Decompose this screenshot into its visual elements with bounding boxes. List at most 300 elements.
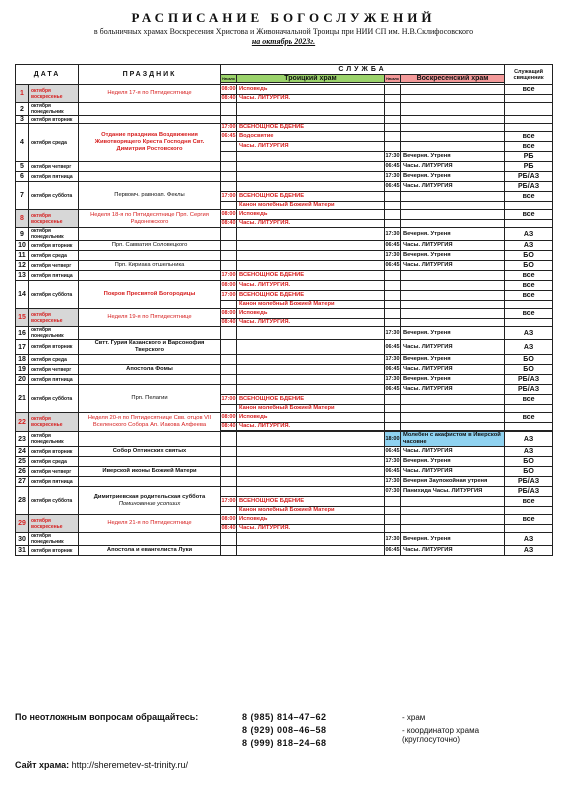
clergy-cell: АЗ [505, 241, 553, 251]
resurrection-time [385, 525, 401, 533]
trinity-time [221, 365, 237, 375]
clergy-cell: все [505, 413, 553, 423]
feast-cell [79, 515, 221, 533]
day-number: 22 [16, 413, 29, 432]
resurrection-service: Часы. ЛИТУРГИЯ [401, 261, 505, 271]
trinity-time: 17:00 [221, 192, 237, 202]
trinity-service: ВСЕНОЩНОЕ БДЕНИЕ [237, 395, 385, 405]
resurrection-time: 17:30 [385, 152, 401, 162]
resurrection-service: Панихида Часы. ЛИТУРГИЯ [401, 487, 505, 497]
clergy-cell [505, 95, 553, 103]
day-name: октября пятница [29, 271, 79, 281]
resurrection-service [401, 124, 505, 132]
feast-name: Отдание праздника Воздвижения Животворящего Креста Господня Свт. Димитрия Ростовского [94, 132, 205, 152]
resurrection-service [401, 413, 505, 423]
clergy-cell: БО [505, 365, 553, 375]
schedule-row [16, 241, 553, 251]
trinity-service: Исповедь [237, 515, 385, 525]
resurrection-service: Вечерня. Утреня [401, 251, 505, 261]
day-number: 26 [16, 467, 29, 477]
resurrection-service: Вечерня. Утреня [401, 152, 505, 162]
phone-2[interactable]: 8 (929) 008–46–58 [242, 725, 327, 735]
feast-cell [79, 116, 221, 124]
feast-cell [79, 432, 221, 447]
clergy-cell: БО [505, 355, 553, 365]
trinity-time [221, 477, 237, 487]
resurrection-service: Часы. ЛИТУРГИЯ [401, 447, 505, 457]
resurrection-time: 06:45 [385, 261, 401, 271]
trinity-time [221, 182, 237, 192]
trinity-service: ВСЕНОЩНОЕ БДЕНИЕ [237, 124, 385, 132]
trinity-time: 08:40 [221, 220, 236, 226]
feast-cell [79, 271, 221, 281]
feast-cell [79, 327, 221, 340]
resurrection-time: 06:45 [385, 241, 401, 251]
day-number: 10 [16, 241, 29, 251]
trinity-service: Часы. ЛИТУРГИЯ. [237, 95, 385, 103]
resurrection-time [385, 497, 401, 507]
phone-1[interactable]: 8 (985) 814–47–62 [242, 712, 327, 722]
schedule-row [16, 172, 553, 182]
day-number: 11 [16, 251, 29, 261]
resurrection-service [401, 309, 505, 319]
day-name: октября пятница [29, 375, 79, 385]
contact-question: По неотложным вопросам обращайтесь: [15, 712, 199, 722]
resurrection-service [401, 525, 505, 533]
clergy-cell: все [505, 132, 553, 142]
clergy-cell: БО [505, 261, 553, 271]
day-number: 14 [16, 281, 29, 309]
resurrection-service: Часы. ЛИТУРГИЯ [401, 546, 505, 556]
clergy-cell [505, 301, 553, 309]
feast-cell [79, 241, 221, 251]
day-number: 24 [16, 447, 29, 457]
trinity-service: Часы. ЛИТУРГИЯ. [237, 525, 385, 533]
schedule-row [16, 432, 553, 447]
trinity-service: Канон молебный Божией Матери [237, 405, 385, 413]
day-number: 19 [16, 365, 29, 375]
day-number: 23 [16, 432, 29, 447]
resurrection-time: 06:45 [385, 365, 401, 375]
day-name: октября понедельник [29, 103, 79, 116]
trinity-time: 17:00 [221, 395, 237, 405]
day-name: октября суббота [29, 182, 79, 210]
trinity-time: 08:00 [221, 413, 237, 423]
resurrection-service [401, 291, 505, 301]
resurrection-time [385, 413, 401, 423]
resurrection-service: Часы. ЛИТУРГИЯ [401, 162, 505, 172]
clergy-cell: РБ [505, 162, 553, 172]
schedule-row [16, 271, 553, 281]
trinity-service [237, 447, 385, 457]
day-name: октября вторник [29, 340, 79, 355]
trinity-time [221, 467, 237, 477]
feast-name: Прп. Пелагии [131, 395, 168, 401]
feast-cell [79, 546, 221, 556]
schedule-row [16, 546, 553, 556]
trinity-time: 08:40 [221, 423, 236, 429]
feast-cell [79, 172, 221, 182]
resurrection-time [385, 515, 401, 525]
day-number: 17 [16, 340, 29, 355]
feast-cell [79, 309, 221, 327]
clergy-cell [505, 220, 553, 228]
day-number: 25 [16, 457, 29, 467]
trinity-service [237, 365, 385, 375]
schedule-row [16, 85, 553, 95]
clergy-cell: АЗ [505, 447, 553, 457]
clergy-cell [505, 116, 553, 124]
day-number: 3 [16, 116, 29, 124]
resurrection-time [385, 124, 401, 132]
day-number: 30 [16, 533, 29, 546]
trinity-service [237, 487, 385, 497]
trinity-service: ВСЕНОЩНОЕ БДЕНИЕ [237, 271, 385, 281]
resurrection-service: Часы. ЛИТУРГИЯ [401, 182, 505, 192]
trinity-service [237, 375, 385, 385]
trinity-service: Канон молебный Божией Матери [237, 301, 385, 309]
trinity-time [221, 385, 237, 395]
clergy-cell: АЗ [505, 327, 553, 340]
trinity-time [221, 152, 237, 162]
resurrection-time [385, 103, 401, 116]
resurrection-time [385, 301, 401, 309]
day-name: октября вторник [29, 447, 79, 457]
feast-cell [79, 228, 221, 241]
resurrection-service: Часы. ЛИТУРГИЯ [401, 365, 505, 375]
day-name: октября воскресенье [29, 210, 79, 228]
resurrection-service [401, 192, 505, 202]
day-number: 2 [16, 103, 29, 116]
resurrection-time [385, 309, 401, 319]
day-number: 8 [16, 210, 29, 228]
day-number: 29 [16, 515, 29, 533]
day-name: октября пятница [29, 477, 79, 487]
resurrection-service: Вечерня. Утреня [401, 355, 505, 365]
trinity-time: 17:00 [221, 497, 237, 507]
column-header-feast: ПРАЗДНИК [79, 65, 221, 85]
phone-3[interactable]: 8 (999) 818–24–68 [242, 738, 327, 748]
trinity-service [237, 340, 385, 355]
clergy-cell: РБ/АЗ [505, 182, 553, 192]
feast-name: Собор Оптинских святых [112, 448, 187, 454]
resurrection-time: 17:30 [385, 228, 401, 241]
resurrection-service: Вечерня. Утреня [401, 457, 505, 467]
feast-cell [79, 533, 221, 546]
trinity-time [221, 457, 237, 467]
schedule-row [16, 467, 553, 477]
resurrection-service: Вечерня Заупокойная утреня [401, 477, 505, 487]
schedule-row [16, 309, 553, 319]
resurrection-time: 07:30 [385, 487, 401, 497]
trinity-time [221, 432, 237, 447]
resurrection-time: 06:45 [385, 385, 401, 395]
resurrection-service: Вечерня. Утреня [401, 327, 505, 340]
trinity-service [237, 241, 385, 251]
clergy-cell [505, 507, 553, 515]
clergy-cell [505, 405, 553, 413]
day-name: октября суббота [29, 487, 79, 515]
trinity-time: 17:00 [221, 124, 236, 130]
schedule-body [16, 85, 553, 556]
site-link[interactable]: http://sheremetev-st-trinity.ru/ [71, 760, 188, 770]
trinity-service [237, 467, 385, 477]
feast-cell [79, 124, 221, 162]
resurrection-service [401, 507, 505, 515]
feast-cell [79, 281, 221, 309]
resurrection-time [385, 210, 401, 220]
resurrection-time [385, 281, 401, 291]
clergy-cell: АЗ [505, 546, 553, 556]
clergy-cell: все [505, 497, 553, 507]
trinity-time [221, 546, 237, 556]
resurrection-service [401, 116, 505, 124]
day-name: октября пятница [29, 172, 79, 182]
feast-cell [79, 210, 221, 228]
trinity-time: 06:45 [221, 132, 237, 142]
clergy-cell: РБ/АЗ [505, 172, 553, 182]
trinity-time [221, 228, 237, 241]
trinity-time: 08:40 [221, 525, 236, 531]
resurrection-service [401, 95, 505, 103]
clergy-cell: РБ/АЗ [505, 385, 553, 395]
clergy-cell: все [505, 85, 553, 95]
feast-cell [79, 340, 221, 355]
feast-cell [79, 162, 221, 172]
trinity-time [221, 241, 237, 251]
trinity-time: 08:00 [221, 210, 237, 220]
clergy-cell: АЗ [505, 228, 553, 241]
feast-name: Покров Пресвятой Богородицы [103, 291, 196, 297]
feast-cell [79, 457, 221, 467]
day-name: октября воскресенье [29, 515, 79, 533]
schedule-row [16, 182, 553, 192]
resurrection-service [401, 423, 505, 431]
trinity-service [237, 182, 385, 192]
schedule-row [16, 355, 553, 365]
clergy-cell: все [505, 210, 553, 220]
schedule-row [16, 162, 553, 172]
trinity-service: Водосвятие [237, 132, 385, 142]
page-title: РАСПИСАНИЕ БОГОСЛУЖЕНИЙ [131, 10, 436, 25]
day-number: 7 [16, 182, 29, 210]
resurrection-time [385, 202, 401, 210]
feast-cell [79, 467, 221, 477]
day-name: октября среда [29, 355, 79, 365]
day-number: 9 [16, 228, 29, 241]
resurrection-time [385, 132, 401, 142]
resurrection-time [385, 95, 401, 103]
resurrection-time [385, 116, 401, 124]
trinity-service: Исповедь [237, 413, 385, 423]
schedule-row [16, 533, 553, 546]
trinity-service [237, 327, 385, 340]
feast-name: Апостола и евангелиста Луки [106, 547, 193, 553]
resurrection-service [401, 319, 505, 327]
feast-cell [79, 261, 221, 271]
day-name: октября четверг [29, 467, 79, 477]
clergy-cell: все [505, 515, 553, 525]
day-name: октября четверг [29, 162, 79, 172]
feast-cell [79, 487, 221, 515]
resurrection-time: 06:45 [385, 447, 401, 457]
trinity-service: ВСЕНОЩНОЕ БДЕНИЕ [237, 291, 385, 301]
resurrection-time [385, 507, 401, 515]
note-coordinator: - координатор храма (круглосуточно) [402, 726, 480, 744]
trinity-time [221, 142, 237, 152]
trinity-time [221, 103, 237, 116]
resurrection-time: 17:30 [385, 533, 401, 546]
trinity-time [221, 405, 237, 413]
day-number: 27 [16, 477, 29, 487]
day-number: 1 [16, 85, 29, 103]
trinity-time: 08:00 [221, 281, 237, 291]
resurrection-service [401, 103, 505, 116]
trinity-service: ВСЕНОЩНОЕ БДЕНИЕ [237, 192, 385, 202]
clergy-cell: АЗ [505, 533, 553, 546]
trinity-time: 08:00 [221, 515, 237, 525]
schedule-row [16, 365, 553, 375]
resurrection-service [401, 281, 505, 291]
trinity-time [221, 375, 237, 385]
schedule-row [16, 385, 553, 395]
schedule-row [16, 447, 553, 457]
trinity-time: 17:00 [221, 271, 237, 281]
resurrection-time [385, 192, 401, 202]
feast-cell [79, 103, 221, 116]
trinity-service: Канон молебный Божией Матери [237, 202, 385, 210]
clergy-cell: все [505, 291, 553, 301]
feast-cell [79, 477, 221, 487]
clergy-cell: АЗ [505, 432, 553, 447]
trinity-time: 08:40 [221, 95, 236, 101]
trinity-service [237, 355, 385, 365]
clergy-cell [505, 202, 553, 210]
trinity-service: Исповедь [237, 210, 385, 220]
day-name: октября среда [29, 124, 79, 162]
note-temple: - храм [402, 713, 426, 722]
clergy-cell: БО [505, 457, 553, 467]
trinity-time [221, 116, 237, 124]
schedule-table [15, 64, 553, 556]
day-number: 15 [16, 309, 29, 327]
resurrection-service [401, 405, 505, 413]
trinity-service [237, 228, 385, 241]
site-label: Сайт храма: [15, 760, 70, 770]
day-name: октября воскресенье [29, 413, 79, 432]
month-label: на октябрь 2023г. [251, 37, 316, 46]
day-name: октября воскресенье [29, 309, 79, 327]
resurrection-time: 06:45 [385, 467, 401, 477]
feast-name: Апостола Фомы [126, 366, 173, 372]
clergy-cell: все [505, 395, 553, 405]
resurrection-time: 06:45 [385, 182, 401, 192]
day-number: 4 [16, 124, 29, 162]
day-name: октября понедельник [29, 533, 79, 546]
schedule-row [16, 375, 553, 385]
feast-name: Первомч. равноап. Феклы [114, 192, 185, 198]
resurrection-service: Вечерня. Утреня [401, 375, 505, 385]
feast-name: Димитриевская родительская суббота [93, 493, 206, 500]
resurrection-time: 17:30 [385, 172, 401, 182]
feast-cell [79, 251, 221, 261]
resurrection-time: 06:45 [385, 340, 401, 355]
trinity-service [237, 385, 385, 395]
resurrection-service: Часы. ЛИТУРГИЯ [401, 467, 505, 477]
column-header-clergy: Служащий священник [505, 65, 553, 85]
resurrection-service: Молебен с акафистом в Иверской часовне [401, 432, 505, 447]
trinity-service: Часы. ЛИТУРГИЯ. [237, 319, 385, 327]
resurrection-time: 17:30 [385, 327, 401, 340]
feast-cell [79, 365, 221, 375]
trinity-service: Часы. ЛИТУРГИЯ. [237, 220, 385, 228]
schedule-row [16, 210, 553, 220]
trinity-time [221, 172, 237, 182]
trinity-service [237, 546, 385, 556]
resurrection-service: Часы. ЛИТУРГИЯ [401, 340, 505, 355]
resurrection-service: Вечерня. Утреня [401, 172, 505, 182]
resurrection-service: Вечерня. Утреня [401, 228, 505, 241]
day-number: 18 [16, 355, 29, 365]
clergy-cell [505, 525, 553, 533]
schedule-row [16, 281, 553, 291]
trinity-time: 08:00 [221, 85, 237, 95]
day-name: октября среда [29, 457, 79, 467]
trinity-service: Часы. ЛИТУРГИЯ [237, 142, 385, 152]
trinity-time [221, 340, 237, 355]
trinity-service: Часы. ЛИТУРГИЯ. [237, 281, 385, 291]
resurrection-time: 18:00 [385, 432, 401, 447]
trinity-service: Исповедь [237, 309, 385, 319]
day-name: октября суббота [29, 385, 79, 413]
clergy-cell: РБ/АЗ [505, 487, 553, 497]
trinity-service [237, 432, 385, 447]
trinity-time [221, 202, 237, 210]
day-number: 13 [16, 271, 29, 281]
day-name: октября понедельник [29, 327, 79, 340]
column-header-trinity-time: Начало [222, 76, 235, 81]
page-subtitle: в больничных храмах Воскресения Христова и Живоначальной Троицы при НИИ СП им. Н.В.Склифосовского [93, 27, 474, 36]
schedule-row [16, 340, 553, 355]
trinity-service [237, 172, 385, 182]
trinity-service: Исповедь [237, 85, 385, 95]
resurrection-time [385, 291, 401, 301]
column-header-date: ДАТА [16, 65, 79, 85]
feast-name: Прп. Савватия Соловецкого [111, 242, 188, 248]
day-name: октября вторник [29, 116, 79, 124]
resurrection-service [401, 132, 505, 142]
day-number: 6 [16, 172, 29, 182]
resurrection-time [385, 405, 401, 413]
resurrection-service [401, 515, 505, 525]
resurrection-time: 17:30 [385, 457, 401, 467]
trinity-service [237, 152, 385, 162]
schedule-row [16, 457, 553, 467]
clergy-cell: РБ/АЗ [505, 477, 553, 487]
trinity-time [221, 533, 237, 546]
clergy-cell: АЗ [505, 340, 553, 355]
trinity-time [221, 487, 237, 497]
resurrection-service: Вечерня. Утреня [401, 533, 505, 546]
feast-cell [79, 447, 221, 457]
day-name: октября среда [29, 251, 79, 261]
feast-cell [79, 355, 221, 365]
day-number: 21 [16, 385, 29, 413]
schedule-row [16, 116, 553, 124]
resurrection-service [401, 202, 505, 210]
resurrection-service [401, 395, 505, 405]
day-number: 5 [16, 162, 29, 172]
